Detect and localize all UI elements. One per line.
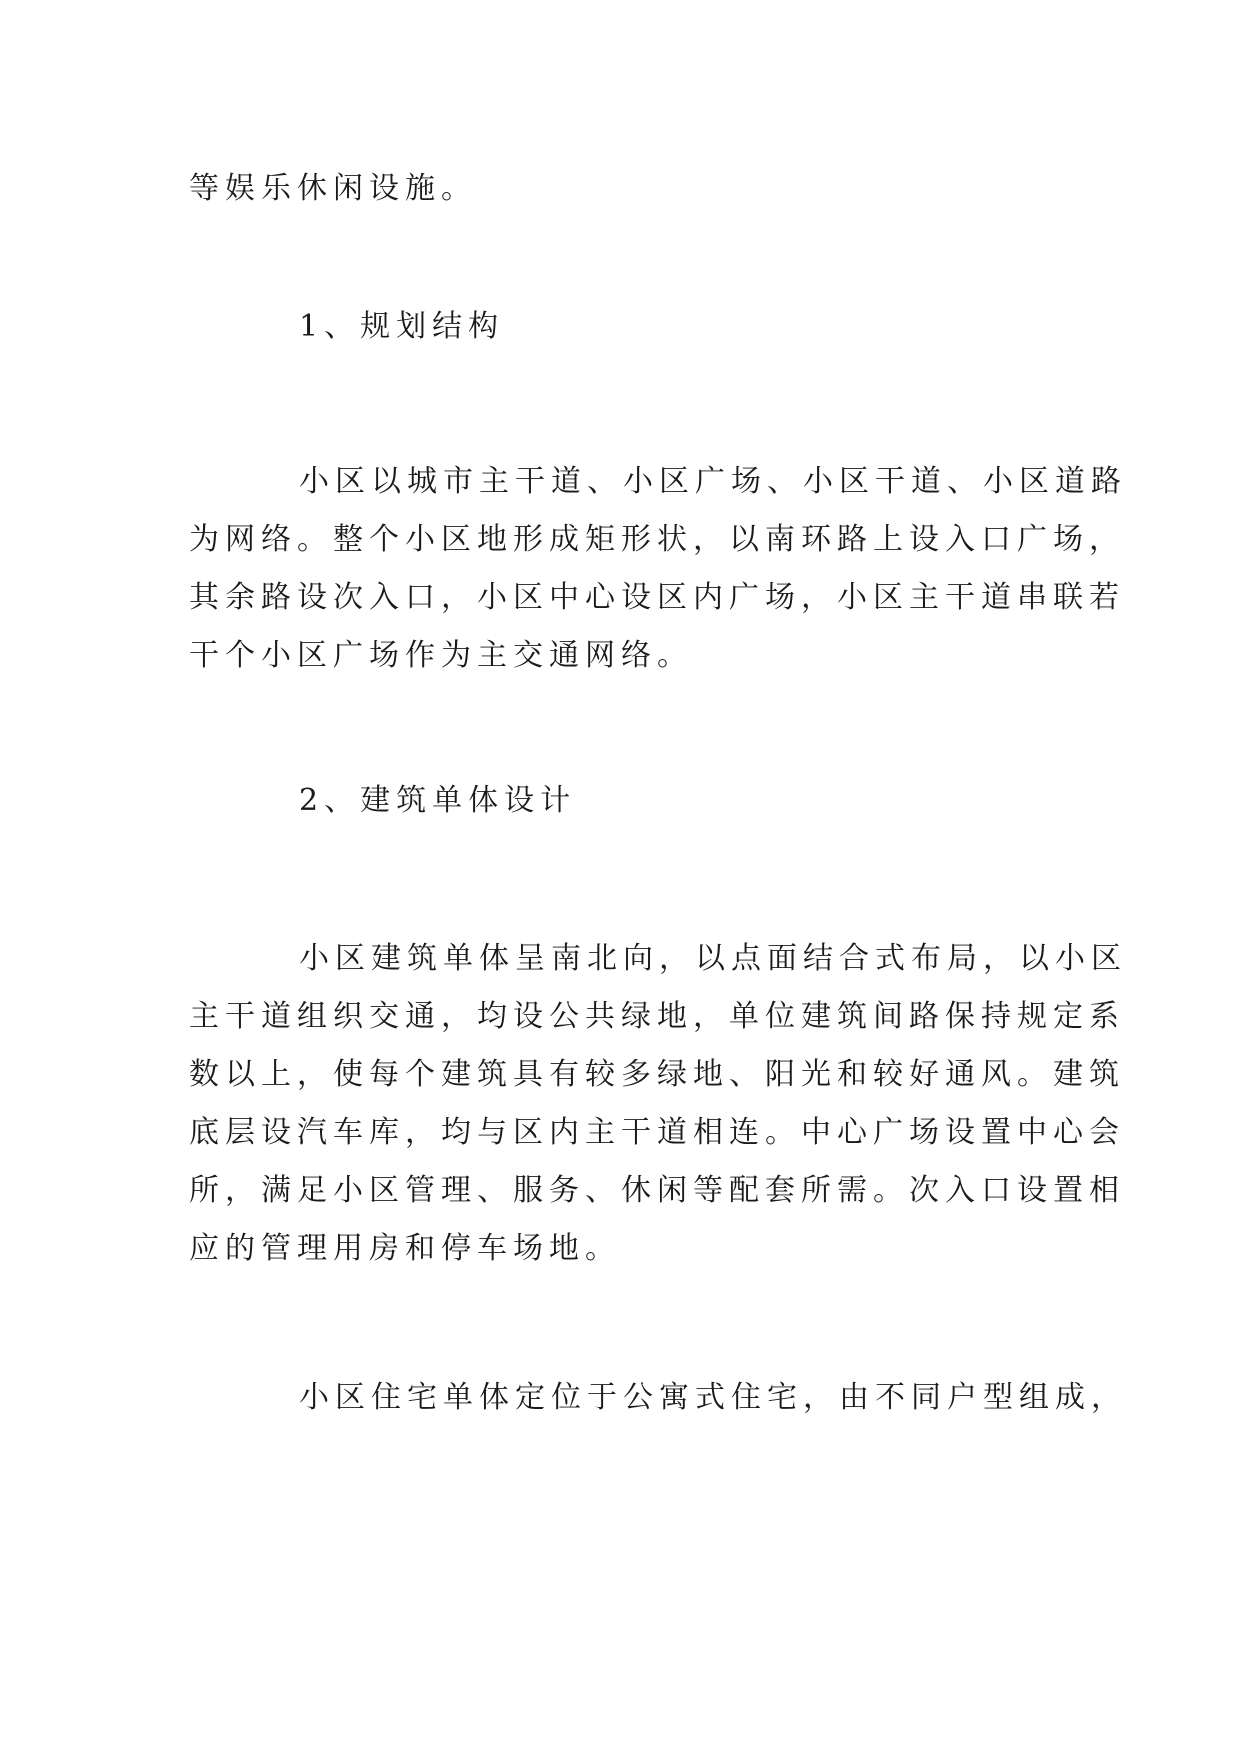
text-line: 小区住宅单体定位于公寓式住宅，由不同户型组成， xyxy=(299,1380,1127,1415)
text-line: 等娱乐休闲设施。 xyxy=(189,171,477,206)
paragraph-tail xyxy=(189,160,1059,218)
paragraph-building xyxy=(189,930,1127,1278)
text-line: 所，满足小区管理、服务、休闲等配套所需。次入口设置相 xyxy=(189,1173,1125,1208)
paragraph-planning xyxy=(189,453,1127,685)
heading-text: 1、规划结构 xyxy=(299,309,505,344)
heading-text: 2、建筑单体设计 xyxy=(299,783,577,818)
text-line: 主干道组织交通，均设公共绿地，单位建筑间路保持规定系 xyxy=(189,999,1125,1034)
text-line: 其余路设次入口，小区中心设区内广场，小区主干道串联若 xyxy=(189,580,1125,615)
text-line: 小区以城市主干道、小区广场、小区干道、小区道路 xyxy=(299,464,1127,499)
text-line: 底层设汽车库，均与区内主干道相连。中心广场设置中心会 xyxy=(189,1115,1125,1150)
text-line: 数以上，使每个建筑具有较多绿地、阳光和较好通风。建筑 xyxy=(189,1057,1125,1092)
text-line: 应的管理用房和停车场地。 xyxy=(189,1231,621,1266)
paragraph-residential xyxy=(189,1369,1127,1427)
heading-building-design xyxy=(299,772,1169,830)
text-line: 小区建筑单体呈南北向，以点面结合式布局，以小区 xyxy=(299,941,1127,976)
text-line: 为网络。整个小区地形成矩形状，以南环路上设入口广场， xyxy=(189,522,1125,557)
text-line: 干个小区广场作为主交通网络。 xyxy=(189,638,693,673)
heading-planning-structure xyxy=(299,298,1169,356)
